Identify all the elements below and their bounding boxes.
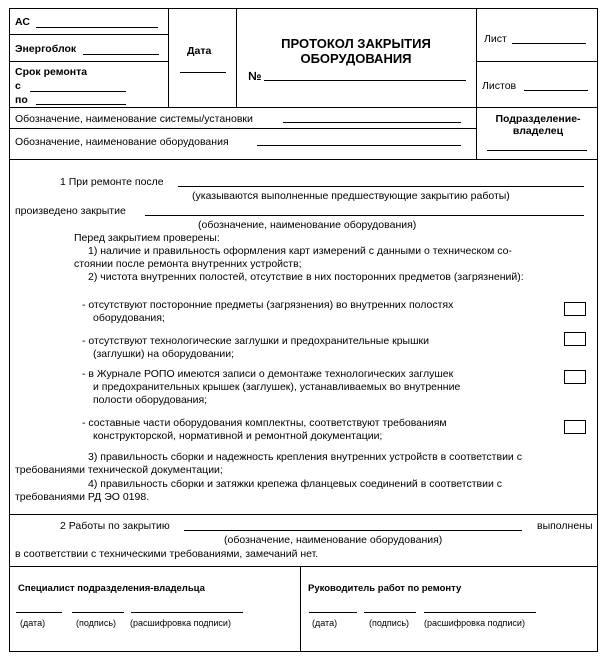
- sheets-label: Листов: [482, 80, 517, 92]
- sub2-line-b: (заглушки) на оборудовании;: [93, 348, 235, 360]
- sub3-line-b: и предохранительных крышек (заглушек), устанавливаемых во внутренние: [93, 381, 461, 393]
- item3-line-a: 3) правильность сборки и надежность крепления внутренних устройств в соответствии с: [88, 451, 522, 463]
- right-signature-title: Руководитель работ по ремонту: [308, 583, 462, 594]
- sub1-checkbox[interactable]: [564, 302, 586, 316]
- sub3-line-a: - в Журнале РОПО имеются записи о демонтаже технологических заглушек: [82, 368, 454, 380]
- item4-line-a: 4) правильность сборки и затяжки крепежа фланцевых соединений в соответствии с: [88, 478, 503, 490]
- srok-from-field[interactable]: [30, 91, 126, 92]
- right-date-caption: (дата): [312, 618, 338, 628]
- left-date-caption: (дата): [20, 618, 46, 628]
- system-field[interactable]: [283, 122, 461, 123]
- p1-prior-work-field[interactable]: [178, 186, 584, 187]
- sub4-checkbox[interactable]: [564, 420, 586, 434]
- item2: 2) чистота внутренних полостей, отсутствие в них посторонних предметов (загрязнений):: [88, 271, 524, 283]
- right-signature-caption: (подпись): [369, 618, 410, 628]
- title-line-2: ОБОРУДОВАНИЯ: [300, 51, 412, 66]
- p1-start: 1 При ремонте после: [60, 176, 164, 188]
- sub4-line-a: - составные части оборудования комплектны, соответствуют требованиям: [82, 417, 447, 429]
- owner-unit-line-2: владелец: [512, 125, 564, 137]
- sub3-line-c: полости оборудования;: [93, 394, 208, 406]
- left-signature-caption: (подпись): [76, 618, 117, 628]
- checked-intro: Перед закрытием проверены:: [74, 232, 220, 244]
- srok-to-field[interactable]: [36, 104, 126, 105]
- header-divider-1: [168, 8, 169, 108]
- right-decode-field[interactable]: [424, 612, 536, 613]
- number-label: №: [248, 69, 262, 83]
- srok-from-label: с: [15, 80, 21, 92]
- title-line-1: ПРОТОКОЛ ЗАКРЫТИЯ: [281, 36, 431, 51]
- sheet-field[interactable]: [512, 43, 586, 44]
- header-hline-1: [9, 34, 169, 35]
- sub3-checkbox[interactable]: [564, 370, 586, 384]
- sub1-line-a: - отсутствуют посторонние предметы (загрязнения) во внутренних полостях: [82, 299, 454, 311]
- equipment-field[interactable]: [257, 145, 461, 146]
- energoblok-field[interactable]: [83, 54, 159, 55]
- srok-to-label: по: [15, 94, 28, 106]
- p1-closure-field[interactable]: [145, 215, 584, 216]
- p1-hint: (указываются выполненные предшествующие закрытию работы): [192, 190, 510, 202]
- signatures-divider: [300, 566, 301, 652]
- p1-closure-hint: (обозначение, наименование оборудования): [198, 219, 417, 231]
- right-signature-field[interactable]: [364, 612, 416, 613]
- owner-unit-label: [478, 113, 598, 137]
- p1-closure-label: произведено закрытие: [15, 205, 126, 217]
- as-field[interactable]: [36, 27, 158, 28]
- system-label: Обозначение, наименование системы/установки: [15, 113, 253, 125]
- p2-equipment-field[interactable]: [184, 530, 522, 531]
- system-row-divider: [9, 128, 476, 129]
- owner-unit-field[interactable]: [487, 150, 587, 151]
- item1-line-a: 1) наличие и правильность оформления карт измерений с данными о техническом со-: [88, 245, 512, 257]
- sub4-line-b: конструкторской, нормативной и ремонтной документации;: [93, 430, 383, 442]
- left-decode-caption: (расшифровка подписи): [130, 618, 231, 628]
- item1-line-b: стоянии после ремонта внутренних устройств;: [74, 258, 302, 270]
- number-field[interactable]: [264, 80, 466, 81]
- sub1-line-b: оборудования;: [93, 312, 165, 324]
- header-divider-2: [236, 8, 237, 108]
- sub2-line-a: - отсутствуют технологические заглушки и предохранительные крышки: [82, 335, 429, 347]
- p2-end: в соответствии с техническими требованиями, замечаний нет.: [15, 548, 319, 560]
- sub2-checkbox[interactable]: [564, 332, 586, 346]
- sheets-field[interactable]: [524, 90, 588, 91]
- signatures-box: [9, 566, 598, 652]
- page-title: [238, 36, 474, 66]
- p2-done: выполнены: [537, 520, 593, 532]
- date-label: Дата: [187, 45, 212, 57]
- p2-start: 2 Работы по закрытию: [60, 520, 170, 532]
- date-field[interactable]: [180, 72, 226, 73]
- owner-unit-line-1: Подразделение-: [495, 113, 581, 125]
- right-decode-caption: (расшифровка подписи): [424, 618, 525, 628]
- energoblok-label: Энергоблок: [15, 43, 77, 55]
- item3-line-b: требованиями технической документации;: [15, 464, 223, 476]
- p2-hint: (обозначение, наименование оборудования): [224, 534, 443, 546]
- header-hline-right: [476, 61, 598, 62]
- item4-line-b: требованиями РД ЭО 0198.: [15, 491, 150, 503]
- left-signature-field[interactable]: [72, 612, 124, 613]
- as-label: АС: [15, 16, 30, 28]
- sheet-label: Лист: [484, 33, 507, 45]
- equipment-label: Обозначение, наименование оборудования: [15, 136, 229, 148]
- left-decode-field[interactable]: [131, 612, 243, 613]
- srok-label: Срок ремонта: [15, 66, 88, 78]
- left-date-field[interactable]: [16, 612, 62, 613]
- header-hline-2: [9, 61, 169, 62]
- left-signature-title: Специалист подразделения-владельца: [18, 583, 205, 594]
- right-date-field[interactable]: [309, 612, 357, 613]
